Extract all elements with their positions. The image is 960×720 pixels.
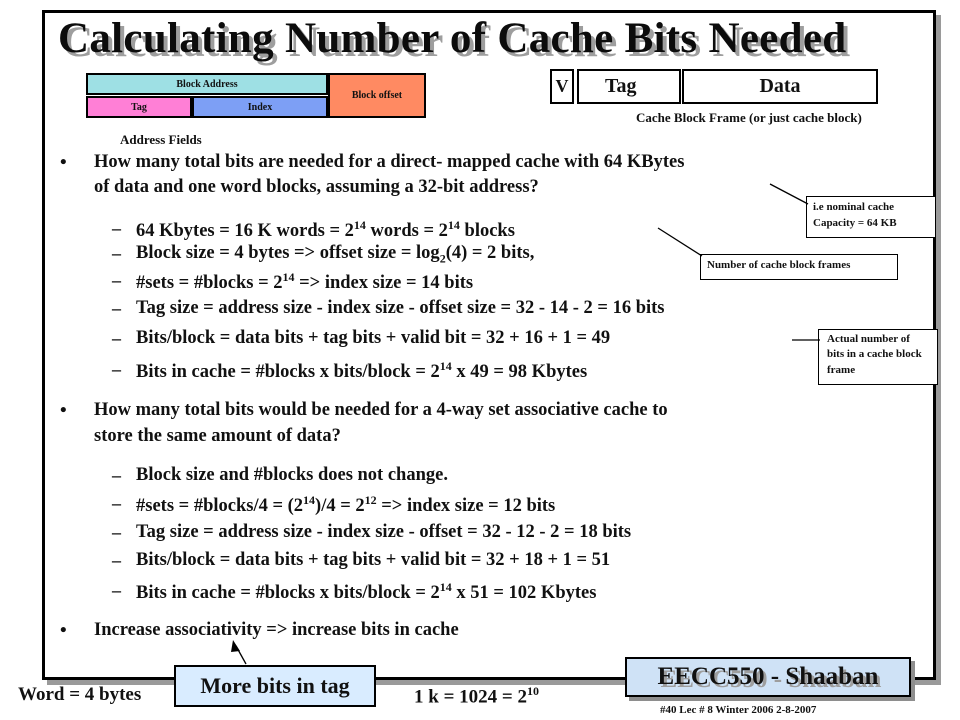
address-fields-caption: Address Fields bbox=[120, 132, 202, 147]
cache-frame-caption: Cache Block Frame (or just cache block) bbox=[636, 110, 862, 125]
page-title: Calculating Number of Cache Bits Needed bbox=[58, 15, 847, 62]
dash: – bbox=[112, 359, 121, 379]
bullet-conclusion: • bbox=[60, 620, 67, 641]
actual-bits-note: Actual number of bits in a cache block frame bbox=[818, 329, 938, 385]
dash: – bbox=[112, 493, 121, 513]
tag-field: Tag bbox=[86, 96, 192, 118]
dash: – bbox=[112, 522, 121, 542]
dash: – bbox=[112, 328, 121, 348]
bullet-q1: • bbox=[60, 152, 67, 173]
word-size-note: Word = 4 bytes bbox=[18, 684, 142, 705]
frames-note: Number of cache block frames bbox=[700, 254, 898, 280]
dash: – bbox=[112, 550, 121, 570]
q2-line1: How many total bits would be needed for a 4-way set associative cache to bbox=[94, 400, 668, 420]
frame-data-field: Data bbox=[682, 69, 878, 104]
q1-step2: Block size = 4 bytes => offset size = $\log_2(4) = 2$ bits, bbox=[136, 243, 535, 266]
block-offset-field: Block offset bbox=[328, 73, 426, 118]
q1-step5: Bits/block = data bits + tag bits + valid bit = 32 + 16 + 1 = 49 bbox=[136, 328, 611, 348]
dash: – bbox=[112, 270, 121, 290]
slide-info: #40 Lec # 8 Winter 2006 2-8-2007 bbox=[660, 704, 817, 716]
q2-step3: Tag size = address size - index size - offset = 32 - 12 - 2 = 18 bits bbox=[136, 522, 632, 542]
q2-line2: store the same amount of data? bbox=[94, 426, 341, 446]
capacity-note: i.e nominal cache Capacity = 64 KB bbox=[806, 196, 936, 238]
bullet-q2: • bbox=[60, 400, 67, 421]
more-bits-in-tag-label: More bits in tag bbox=[174, 665, 376, 707]
valid-bit-field: V bbox=[550, 69, 574, 104]
q1-step1: 64 Kbytes = 16 K words = $2^{14}$ words = $2^{14}$ blocks bbox=[136, 218, 515, 242]
q1-step6: Bits in cache = #blocks x bits/block = $2^{14}$ x 49 = 98 Kbytes bbox=[136, 359, 588, 383]
dash: – bbox=[112, 218, 121, 238]
q2-step5: Bits in cache = #blocks x bits/block = $2^{14}$ x 51 = 102 Kbytes bbox=[136, 580, 597, 604]
q1-line2: of data and one word blocks, assuming a 32-bit address? bbox=[94, 177, 539, 197]
dash: – bbox=[112, 243, 121, 263]
index-field: Index bbox=[192, 96, 328, 118]
dash: – bbox=[112, 465, 121, 485]
dash: – bbox=[112, 298, 121, 318]
q1-step4: Tag size = address size - index size - offset size = 32 - 14 - 2 = 16 bits bbox=[136, 298, 665, 318]
dash: – bbox=[112, 580, 121, 600]
q1-line1: How many total bits are needed for a direct- mapped cache with 64 KBytes bbox=[94, 152, 685, 172]
conclusion: Increase associativity => increase bits in cache bbox=[94, 620, 459, 640]
course-label: EECC550 - Shaaban bbox=[625, 657, 911, 697]
q2-step1: Block size and #blocks does not change. bbox=[136, 465, 448, 485]
frame-tag-field: Tag bbox=[577, 69, 681, 104]
block-address-field: Block Address bbox=[86, 73, 328, 95]
q2-step2: #sets = #blocks/4 = $(2^{14})/4 = 2^{12}$ => index size = 12 bits bbox=[136, 493, 556, 517]
one-k-note: 1 $k = 1024 = 2^{10}$ bbox=[414, 684, 539, 708]
q1-step3: #sets = #blocks = $2^{14}$ => index size = 14 bits bbox=[136, 270, 474, 294]
q2-step4: Bits/block = data bits + tag bits + valid bit = 32 + 18 + 1 = 51 bbox=[136, 550, 611, 570]
